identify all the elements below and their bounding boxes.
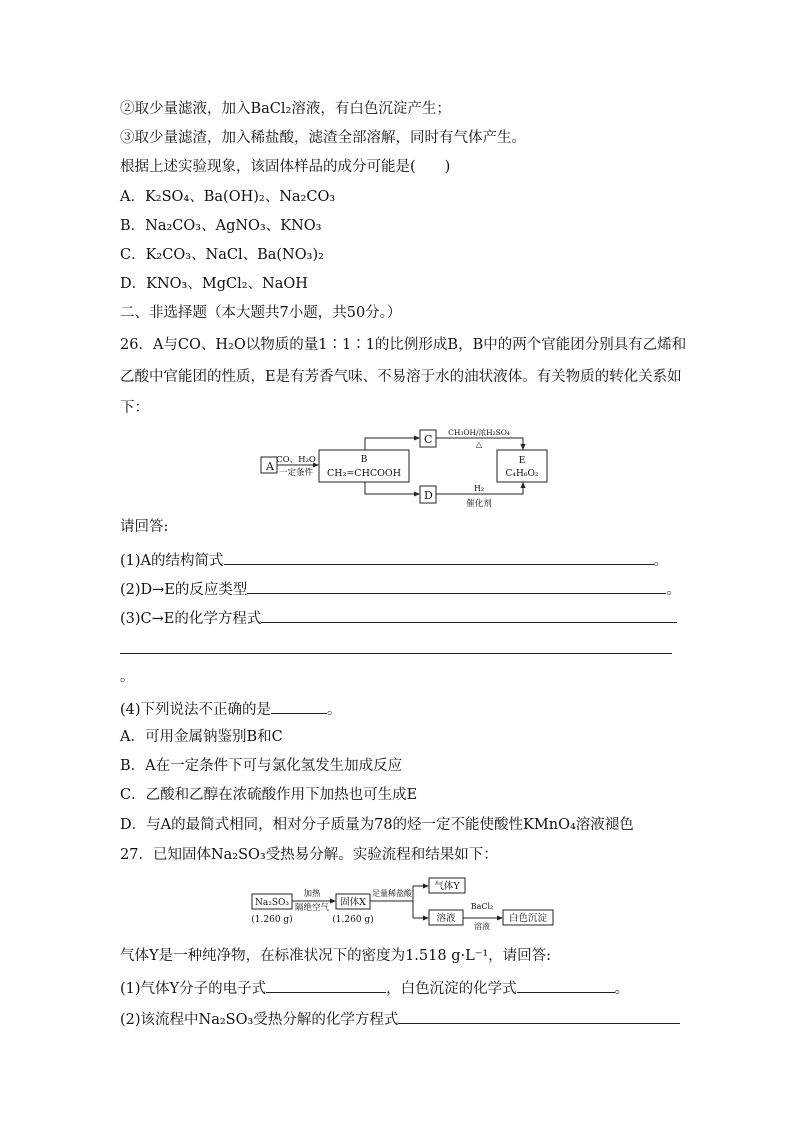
label-b: B xyxy=(360,455,368,465)
flow-diagram xyxy=(250,872,560,932)
q26-part2-text: (2)D→E的反应类型 xyxy=(120,582,248,598)
cond-co-h2o: CO、H₂O xyxy=(276,455,316,465)
label-na2so3: Na₂SO₃ xyxy=(254,898,290,908)
label-e: E xyxy=(518,456,526,466)
answer-blank-2[interactable] xyxy=(247,577,666,594)
cond-certain: 一定条件 xyxy=(278,468,314,478)
formula-b: CH₂=CHCOOH xyxy=(326,468,402,479)
mass-na2so3: (1.260 g) xyxy=(251,915,293,925)
option-c: C．K₂CO₃、NaCl、Ba(NO₃)₂ xyxy=(120,247,324,263)
q26-part3 xyxy=(120,606,677,629)
label-white-ppt: 白色沉淀 xyxy=(508,913,548,924)
answer-blank-7[interactable] xyxy=(398,1007,680,1024)
cond-heat-label: 加热 xyxy=(303,889,321,899)
q27-part1-text2: ，白色沉淀的化学式 xyxy=(386,981,517,997)
section-heading: 二、非选择题（本大题共7小题，共50分。） xyxy=(120,305,402,321)
line-filtrate-bacl2: ②取少量滤液，加入BaCl₂溶液，有白色沉淀产生； xyxy=(120,101,451,117)
answer-blank-4[interactable] xyxy=(271,697,327,714)
q27-stem: 27．已知固体Na₂SO₃受热易分解。实验流程和结果如下： xyxy=(120,847,498,863)
q26-part4-text: (4)下列说法不正确的是 xyxy=(120,702,272,718)
answer-blank-1[interactable] xyxy=(224,548,654,565)
q27-part2-text: (2)该流程中Na₂SO₃受热分解的化学方程式 xyxy=(120,1012,399,1028)
q26-part1-text: (1)A的结构简式 xyxy=(120,553,224,569)
q26-part4 xyxy=(120,697,342,720)
label-d: D xyxy=(424,489,433,502)
q26-part1 xyxy=(120,548,668,571)
cond-h2: H₂ xyxy=(473,484,485,493)
formula-e: C₄H₆O₂ xyxy=(505,469,539,479)
cond-catalyst: 催化剂 xyxy=(466,499,492,509)
q27-part2 xyxy=(120,1007,680,1030)
cond-no-air: 隔绝空气 xyxy=(294,903,330,913)
statement-c: C．乙酸和乙醇在浓硫酸作用下加热也可生成E xyxy=(120,787,418,803)
period: 。 xyxy=(327,702,342,718)
q26-part3-end: 。 xyxy=(120,669,135,685)
label-c: C xyxy=(424,433,433,446)
period: 。 xyxy=(614,981,630,997)
arrow-b-d xyxy=(365,482,415,494)
answer-blank-5[interactable] xyxy=(266,976,386,993)
option-d: D．KNO₃、MgCl₂、NaOH xyxy=(120,276,308,292)
cond-ch3oh: CH₃OH/浓H₂SO₄ xyxy=(448,428,510,437)
q26-part2 xyxy=(120,577,681,600)
statement-b: B．A在一定条件下可与氯化氢发生加成反应 xyxy=(120,758,403,774)
label-solid-x: 固体X xyxy=(340,897,366,908)
question-stem: 根据上述实验现象，该固体样品的成分可能是( ) xyxy=(120,159,451,175)
label-gas-y: 气体Y xyxy=(434,881,460,892)
please-answer: 请回答: xyxy=(120,519,169,535)
option-b: B．Na₂CO₃、AgNO₃、KNO₃ xyxy=(120,218,322,234)
statement-d: D．与A的最简式相同，相对分子质量为78的烃一定不能使酸性KMnO₄溶液褪色 xyxy=(120,817,634,833)
q27-part1 xyxy=(120,976,629,999)
reaction-diagram xyxy=(255,424,555,512)
answer-blank-3b[interactable] xyxy=(120,653,672,654)
answer-blank-3[interactable] xyxy=(261,606,677,623)
line-residue-hcl: ③取少量滤渣，加入稀盐酸，滤渣全部溶解，同时有气体产生。 xyxy=(120,130,526,146)
q26-line2: 乙酸中官能团的性质，E是有芳香气味、不易溶于水的油状液体。有关物质的转化关系如 xyxy=(120,369,682,385)
mass-solid-x: (1.260 g) xyxy=(332,915,374,925)
answer-blank-6[interactable] xyxy=(517,976,615,993)
label-a: A xyxy=(266,460,274,473)
q26-part3-text: (3)C→E的化学方程式 xyxy=(120,611,262,627)
cond-heat: △ xyxy=(475,440,483,449)
period: 。 xyxy=(666,582,681,598)
label-solution: 溶液 xyxy=(436,913,456,924)
statement-a: A．可用金属钠鉴别B和C xyxy=(120,729,283,745)
q26-line1: 26．A与CO、H₂O以物质的量1∶1∶1的比例形成B，B中的两个官能团分别具有乙烯和 xyxy=(120,337,687,353)
period: 。 xyxy=(653,553,669,569)
cond-bacl2-solution: 溶液 xyxy=(474,922,490,931)
q26-line3: 下： xyxy=(120,400,149,416)
arrow-b-c xyxy=(365,438,415,450)
gas-y-density: 气体Y是一种纯净物，在标准状况下的密度为1.518 g·L⁻¹，请回答: xyxy=(120,948,552,964)
option-a: A．K₂SO₄、Ba(OH)₂、Na₂CO₃ xyxy=(120,189,336,205)
cond-hcl: 足量稀盐酸 xyxy=(372,889,412,898)
q27-part1-text: (1)气体Y分子的电子式 xyxy=(120,981,267,997)
cond-bacl2: BaCl₂ xyxy=(470,902,494,911)
